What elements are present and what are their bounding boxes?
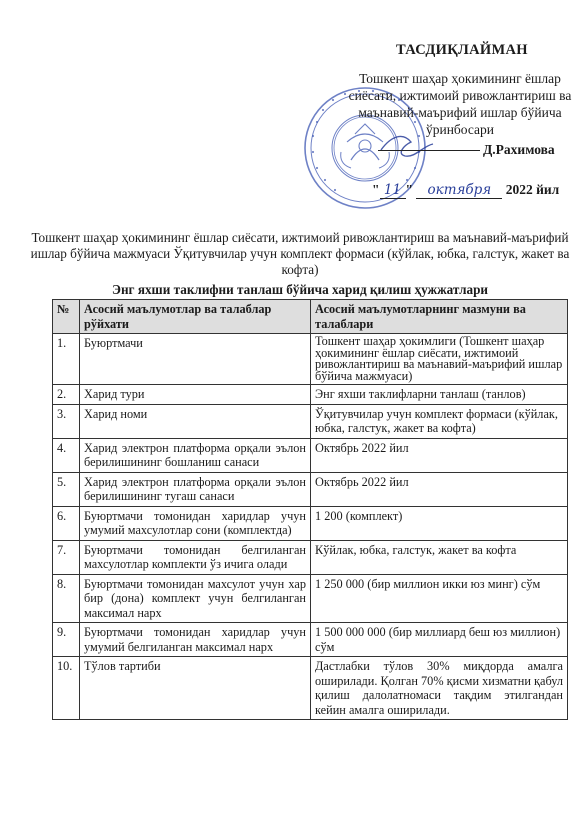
- row-number: 8.: [53, 574, 80, 623]
- row-number: 10.: [53, 657, 80, 720]
- table-row: [53, 506, 568, 540]
- date-month: октября: [416, 182, 502, 199]
- row-value: Энг яхши таклифларни танлаш (танлов): [311, 385, 568, 405]
- approval-title: ТАСДИҚЛАЙМАН: [396, 42, 528, 58]
- row-number: 4.: [53, 438, 80, 472]
- row-number: 3.: [53, 404, 80, 438]
- date-quote-open: ": [372, 182, 380, 197]
- table-row: [53, 574, 568, 623]
- column-header-content: Асосий маълумотларнинг мазмуни ва талаблари: [311, 300, 568, 334]
- row-requirement: Тўлов тартиби: [80, 657, 311, 720]
- procurement-table: [52, 299, 568, 720]
- document-heading: Тошкент шаҳар ҳокимининг ёшлар сиёсати, ижтимоий ривожлантириш ва маънавий-маърифий ишлар бўйича мажмуаси Ўқитувчилар учун комплект формаси (кўйлак, юбка, галстук, жакет ва кофта): [30, 230, 570, 277]
- approval-organization: Тошкент шаҳар ҳокимининг ёшлар сиёсати, ижтимоий ривожлантириш ва маънавий-маърифий ишлар бўйича ўринбосари: [348, 71, 572, 137]
- row-requirement: Харид номи: [80, 404, 311, 438]
- row-value: Кўйлак, юбка, галстук, жакет ва кофта: [311, 540, 568, 574]
- row-requirement: Харид тури: [80, 385, 311, 405]
- table-row: [53, 472, 568, 506]
- row-number: 7.: [53, 540, 80, 574]
- row-value: Ўқитувчилар учун комплект формаси (кўйлак, юбка, галстук, жакет ва кофта): [311, 404, 568, 438]
- approval-date: [372, 182, 559, 199]
- row-value: 1 250 000 (бир миллион икки юз минг) сўм: [311, 574, 568, 623]
- row-requirement: Харид электрон платформа орқали эълон берилишининг бошланиш санаси: [80, 438, 311, 472]
- row-requirement: Буюртмачи томонидан харидлар учун умумий белгиланган максимал нарх: [80, 623, 311, 657]
- row-value: Октябрь 2022 йил: [311, 438, 568, 472]
- row-number: 6.: [53, 506, 80, 540]
- date-day: 11: [380, 182, 406, 199]
- column-header-number: №: [53, 300, 80, 334]
- signer-name: Д.Рахимова: [483, 142, 555, 157]
- column-header-requirements: Асосий маълумотлар ва талаблар рўйхати: [80, 300, 311, 334]
- document-subheading: Энг яхши таклифни танлаш бўйича харид қилиш ҳужжатлари: [112, 282, 488, 297]
- date-year: 2022 йил: [505, 182, 560, 197]
- row-requirement: Буюртмачи томонидан махсулот учун хар бир (дона) комплект учун белгиланган максимал нарх: [80, 574, 311, 623]
- row-number: 9.: [53, 623, 80, 657]
- table-row: [53, 540, 568, 574]
- row-value: Дастлабки тўлов 30% миқдорда амалга оширилади. Қолган 70% қисми хизматни қабул қилиш далолатномаси тақдим этилгандан кейин амалга оширилади.: [311, 657, 568, 720]
- row-number: 1.: [53, 334, 80, 385]
- table-header-row: [53, 300, 568, 334]
- row-value: 1 200 (комплект): [311, 506, 568, 540]
- table-row: [53, 334, 568, 385]
- date-quote-close: ": [405, 182, 413, 197]
- table-row: [53, 385, 568, 405]
- table-row: [53, 657, 568, 720]
- row-number: 5.: [53, 472, 80, 506]
- row-value: Октябрь 2022 йил: [311, 472, 568, 506]
- table-row: [53, 623, 568, 657]
- signature-line: [378, 150, 480, 151]
- row-requirement: Буюртмачи: [80, 334, 311, 385]
- row-requirement: Буюртмачи томонидан харидлар учун умумий махсулотлар сони (комплектда): [80, 506, 311, 540]
- row-requirement: Харид электрон платформа орқали эълон берилишининг тугаш санаси: [80, 472, 311, 506]
- row-requirement: Буюртмачи томонидан белгиланган махсулотлар комплекти ўз ичига олади: [80, 540, 311, 574]
- row-value: Тошкент шаҳар ҳокимлиги (Тошкент шаҳар ҳокимининг ёшлар сиёсати, ижтимоий ривожлантириш ва маънавий-маърифий ишлар бўйича мажмуаси): [311, 334, 568, 385]
- row-number: 2.: [53, 385, 80, 405]
- table-row: [53, 438, 568, 472]
- table-row: [53, 404, 568, 438]
- row-value: 1 500 000 000 (бир миллиард беш юз миллион) сўм: [311, 623, 568, 657]
